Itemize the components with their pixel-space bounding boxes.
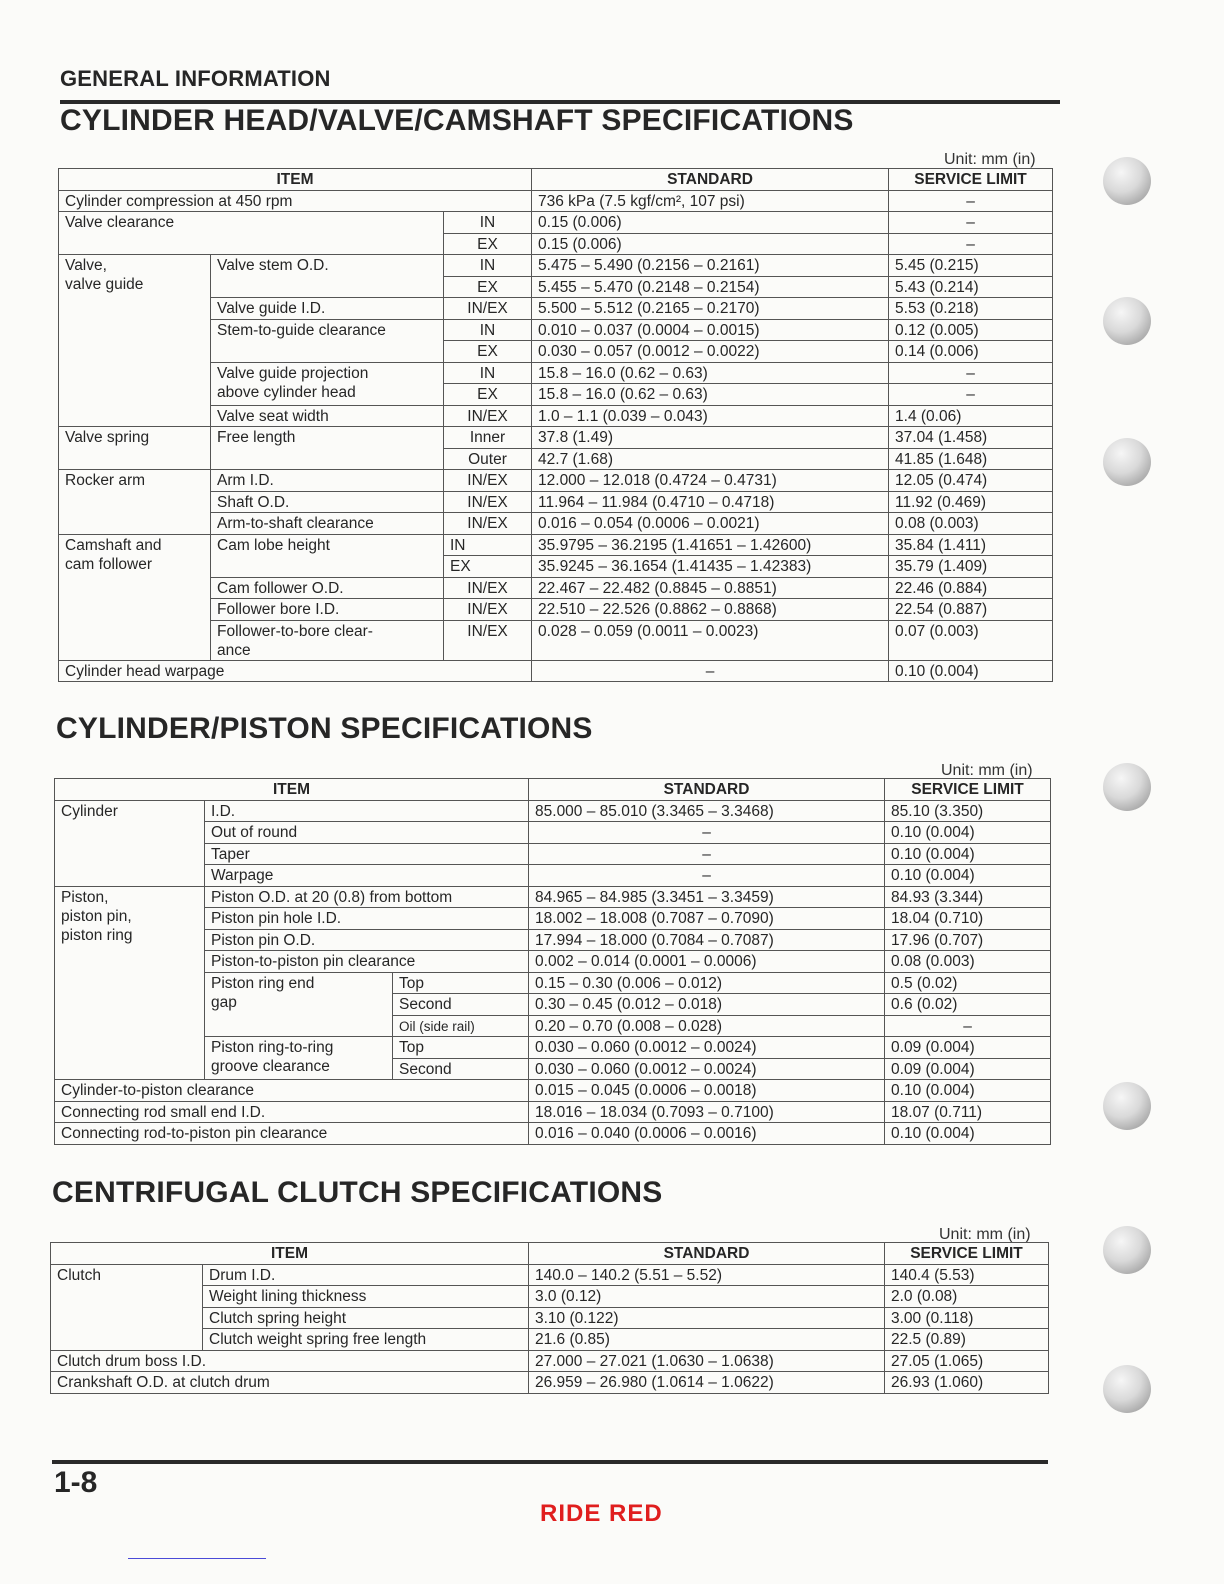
binder-hole-icon bbox=[1103, 438, 1151, 486]
table-row bbox=[55, 865, 1051, 887]
limit-value: 22.54 (0.887) bbox=[889, 599, 1053, 621]
side-label: IN bbox=[444, 534, 532, 556]
item-label: Follower-to-bore clear- ance bbox=[211, 620, 444, 660]
limit-value: 17.96 (0.707) bbox=[885, 929, 1051, 951]
item-label: Valve stem O.D. bbox=[211, 255, 444, 298]
side-label: IN/EX bbox=[444, 491, 532, 513]
side-label: IN/EX bbox=[444, 513, 532, 535]
group-label: Rocker arm bbox=[59, 470, 211, 535]
table-row bbox=[55, 951, 1051, 973]
standard-value: 26.959 – 26.980 (1.0614 – 1.0622) bbox=[529, 1372, 885, 1394]
standard-value: – bbox=[529, 822, 885, 844]
limit-value: – bbox=[889, 384, 1053, 406]
table-row bbox=[59, 190, 1053, 212]
table-row bbox=[51, 1350, 1049, 1372]
limit-value: – bbox=[889, 190, 1053, 212]
limit-value: 5.45 (0.215) bbox=[889, 255, 1053, 277]
limit-value: 0.08 (0.003) bbox=[885, 951, 1051, 973]
standard-value: 0.20 – 0.70 (0.008 – 0.028) bbox=[529, 1015, 885, 1037]
table-row bbox=[59, 427, 1053, 449]
side-label: IN/EX bbox=[444, 577, 532, 599]
limit-value: 3.00 (0.118) bbox=[885, 1307, 1049, 1329]
item-label: Piston-to-piston pin clearance bbox=[205, 951, 529, 973]
item-label: Connecting rod-to-piston pin clearance bbox=[55, 1123, 529, 1145]
table-row bbox=[51, 1243, 1049, 1265]
clutch-title: CENTRIFUGAL CLUTCH SPECIFICATIONS bbox=[52, 1176, 663, 1209]
limit-value: 2.0 (0.08) bbox=[885, 1286, 1049, 1308]
item-label: Drum I.D. bbox=[203, 1264, 529, 1286]
col-limit-header: SERVICE LIMIT bbox=[889, 169, 1053, 191]
standard-value: 27.000 – 27.021 (1.0630 – 1.0638) bbox=[529, 1350, 885, 1372]
standard-value: 22.510 – 22.526 (0.8862 – 0.8868) bbox=[532, 599, 889, 621]
limit-value: 18.07 (0.711) bbox=[885, 1101, 1051, 1123]
item-label: Out of round bbox=[205, 822, 529, 844]
limit-value: 35.84 (1.411) bbox=[889, 534, 1053, 556]
table-row bbox=[55, 929, 1051, 951]
table-row bbox=[55, 843, 1051, 865]
col-item-header: ITEM bbox=[59, 169, 532, 191]
head-spec-table bbox=[58, 168, 1053, 682]
side-label: IN bbox=[444, 362, 532, 384]
binder-hole-icon bbox=[1103, 1082, 1151, 1130]
standard-value: 3.0 (0.12) bbox=[529, 1286, 885, 1308]
limit-value: 0.09 (0.004) bbox=[885, 1058, 1051, 1080]
item-label: Cam follower O.D. bbox=[211, 577, 444, 599]
side-label: IN bbox=[444, 319, 532, 341]
standard-value: 5.455 – 5.470 (0.2148 – 0.2154) bbox=[532, 276, 889, 298]
table-row bbox=[55, 1123, 1051, 1145]
side-label: Oil (side rail) bbox=[393, 1015, 529, 1037]
standard-value: – bbox=[529, 865, 885, 887]
limit-value: – bbox=[885, 1015, 1051, 1037]
limit-value: 12.05 (0.474) bbox=[889, 470, 1053, 492]
item-label: Valve seat width bbox=[211, 405, 444, 427]
clutch-spec-table bbox=[50, 1242, 1049, 1394]
side-label: EX bbox=[444, 556, 532, 578]
item-label: Clutch spring height bbox=[203, 1307, 529, 1329]
limit-value: 0.6 (0.02) bbox=[885, 994, 1051, 1016]
standard-value: 0.016 – 0.040 (0.0006 – 0.0016) bbox=[529, 1123, 885, 1145]
standard-value: 12.000 – 12.018 (0.4724 – 0.4731) bbox=[532, 470, 889, 492]
item-label: Piston O.D. at 20 (0.8) from bottom bbox=[205, 886, 529, 908]
side-label: IN/EX bbox=[444, 298, 532, 320]
standard-value: 15.8 – 16.0 (0.62 – 0.63) bbox=[532, 362, 889, 384]
item-label: Piston pin O.D. bbox=[205, 929, 529, 951]
limit-value: 0.10 (0.004) bbox=[885, 822, 1051, 844]
standard-value: 0.15 – 0.30 (0.006 – 0.012) bbox=[529, 972, 885, 994]
item-label: Valve guide projection above cylinder head bbox=[211, 362, 444, 405]
standard-value: 17.994 – 18.000 (0.7084 – 0.7087) bbox=[529, 929, 885, 951]
standard-value: 0.002 – 0.014 (0.0001 – 0.0006) bbox=[529, 951, 885, 973]
item-label: Crankshaft O.D. at clutch drum bbox=[51, 1372, 529, 1394]
item-label: Clutch weight spring free length bbox=[203, 1329, 529, 1351]
binder-hole-icon bbox=[1103, 297, 1151, 345]
item-label: Piston pin hole I.D. bbox=[205, 908, 529, 930]
table-row bbox=[55, 886, 1051, 908]
standard-value: 85.000 – 85.010 (3.3465 – 3.3468) bbox=[529, 800, 885, 822]
table-row bbox=[59, 534, 1053, 556]
side-label: EX bbox=[444, 276, 532, 298]
limit-value: 11.92 (0.469) bbox=[889, 491, 1053, 513]
head-unit: Unit: mm (in) bbox=[944, 151, 1036, 168]
standard-value: 0.030 – 0.060 (0.0012 – 0.0024) bbox=[529, 1058, 885, 1080]
item-label: Valve guide I.D. bbox=[211, 298, 444, 320]
limit-value: 5.43 (0.214) bbox=[889, 276, 1053, 298]
limit-value: 26.93 (1.060) bbox=[885, 1372, 1049, 1394]
side-label: IN/EX bbox=[444, 405, 532, 427]
item-label: Cylinder compression at 450 rpm bbox=[59, 190, 532, 212]
table-row bbox=[59, 470, 1053, 492]
col-standard-header: STANDARD bbox=[532, 169, 889, 191]
limit-value: 0.10 (0.004) bbox=[885, 843, 1051, 865]
item-label: Shaft O.D. bbox=[211, 491, 444, 513]
group-label: Clutch bbox=[51, 1264, 203, 1350]
binder-hole-icon bbox=[1103, 157, 1151, 205]
item-label: Weight lining thickness bbox=[203, 1286, 529, 1308]
page-number: 1-8 bbox=[54, 1466, 98, 1499]
limit-value: 37.04 (1.458) bbox=[889, 427, 1053, 449]
standard-value: 35.9245 – 36.1654 (1.41435 – 1.42383) bbox=[532, 556, 889, 578]
item-label: Follower bore I.D. bbox=[211, 599, 444, 621]
table-row bbox=[59, 169, 1053, 191]
item-label: Free length bbox=[211, 427, 444, 470]
side-label: IN/EX bbox=[444, 470, 532, 492]
standard-value: – bbox=[529, 843, 885, 865]
limit-value: 0.10 (0.004) bbox=[889, 660, 1053, 682]
col-limit-header: SERVICE LIMIT bbox=[885, 1243, 1049, 1265]
side-label: Outer bbox=[444, 448, 532, 470]
group-label: Camshaft and cam follower bbox=[59, 534, 211, 660]
head-title: CYLINDER HEAD/VALVE/CAMSHAFT SPECIFICATIONS bbox=[60, 104, 854, 137]
table-row bbox=[59, 255, 1053, 277]
table-row bbox=[55, 822, 1051, 844]
limit-value: 140.4 (5.53) bbox=[885, 1264, 1049, 1286]
side-label: IN/EX bbox=[444, 620, 532, 660]
clutch-unit: Unit: mm (in) bbox=[939, 1226, 1031, 1243]
standard-value: 0.30 – 0.45 (0.012 – 0.018) bbox=[529, 994, 885, 1016]
standard-value: 0.028 – 0.059 (0.0011 – 0.0023) bbox=[532, 620, 889, 660]
standard-value: 0.016 – 0.054 (0.0006 – 0.0021) bbox=[532, 513, 889, 535]
side-label: Top bbox=[393, 1037, 529, 1059]
item-label: Taper bbox=[205, 843, 529, 865]
limit-value: 0.5 (0.02) bbox=[885, 972, 1051, 994]
bottom-link-line bbox=[128, 1558, 266, 1559]
standard-value: 736 kPa (7.5 kgf/cm², 107 psi) bbox=[532, 190, 889, 212]
piston-spec-table bbox=[54, 778, 1051, 1145]
item-label: Cam lobe height bbox=[211, 534, 444, 577]
limit-value: 0.12 (0.005) bbox=[889, 319, 1053, 341]
item-label: Clutch drum boss I.D. bbox=[51, 1350, 529, 1372]
standard-value: 21.6 (0.85) bbox=[529, 1329, 885, 1351]
standard-value: 3.10 (0.122) bbox=[529, 1307, 885, 1329]
item-label: Warpage bbox=[205, 865, 529, 887]
limit-value: 22.5 (0.89) bbox=[885, 1329, 1049, 1351]
side-label: Second bbox=[393, 1058, 529, 1080]
binder-hole-icon bbox=[1103, 1226, 1151, 1274]
item-label: Arm-to-shaft clearance bbox=[211, 513, 444, 535]
standard-value: – bbox=[532, 660, 889, 682]
standard-value: 5.500 – 5.512 (0.2165 – 0.2170) bbox=[532, 298, 889, 320]
limit-value: 41.85 (1.648) bbox=[889, 448, 1053, 470]
standard-value: 0.15 (0.006) bbox=[532, 233, 889, 255]
table-row bbox=[55, 1101, 1051, 1123]
item-label: Connecting rod small end I.D. bbox=[55, 1101, 529, 1123]
standard-value: 0.030 – 0.057 (0.0012 – 0.0022) bbox=[532, 341, 889, 363]
item-label: Cylinder-to-piston clearance bbox=[55, 1080, 529, 1102]
side-label: EX bbox=[444, 341, 532, 363]
item-label: Stem-to-guide clearance bbox=[211, 319, 444, 362]
standard-value: 42.7 (1.68) bbox=[532, 448, 889, 470]
limit-value: 0.10 (0.004) bbox=[885, 865, 1051, 887]
side-label: IN bbox=[444, 212, 532, 234]
limit-value: 27.05 (1.065) bbox=[885, 1350, 1049, 1372]
brand-logo: RIDE RED bbox=[540, 1500, 663, 1527]
item-label: Cylinder head warpage bbox=[59, 660, 532, 682]
table-row bbox=[55, 800, 1051, 822]
item-label: Piston ring end gap bbox=[205, 972, 393, 1037]
table-row bbox=[51, 1372, 1049, 1394]
standard-value: 18.002 – 18.008 (0.7087 – 0.7090) bbox=[529, 908, 885, 930]
table-row bbox=[51, 1264, 1049, 1286]
side-label: IN bbox=[444, 255, 532, 277]
piston-title: CYLINDER/PISTON SPECIFICATIONS bbox=[56, 712, 593, 745]
limit-value: 0.08 (0.003) bbox=[889, 513, 1053, 535]
limit-value: – bbox=[889, 233, 1053, 255]
standard-value: 140.0 – 140.2 (5.51 – 5.52) bbox=[529, 1264, 885, 1286]
standard-value: 11.964 – 11.984 (0.4710 – 0.4718) bbox=[532, 491, 889, 513]
limit-value: 35.79 (1.409) bbox=[889, 556, 1053, 578]
col-item-header: ITEM bbox=[51, 1243, 529, 1265]
footer-rule bbox=[52, 1460, 1048, 1464]
table-row bbox=[55, 972, 1051, 994]
limit-value: 0.14 (0.006) bbox=[889, 341, 1053, 363]
limit-value: 0.07 (0.003) bbox=[889, 620, 1053, 660]
group-label: Piston, piston pin, piston ring bbox=[55, 886, 205, 1080]
item-label: I.D. bbox=[205, 800, 529, 822]
standard-value: 84.965 – 84.985 (3.3451 – 3.3459) bbox=[529, 886, 885, 908]
side-label: EX bbox=[444, 233, 532, 255]
standard-value: 5.475 – 5.490 (0.2156 – 0.2161) bbox=[532, 255, 889, 277]
side-label: Top bbox=[393, 972, 529, 994]
standard-value: 0.015 – 0.045 (0.0006 – 0.0018) bbox=[529, 1080, 885, 1102]
side-label: IN/EX bbox=[444, 599, 532, 621]
standard-value: 0.15 (0.006) bbox=[532, 212, 889, 234]
col-standard-header: STANDARD bbox=[529, 1243, 885, 1265]
col-item-header: ITEM bbox=[55, 779, 529, 801]
side-label: EX bbox=[444, 384, 532, 406]
limit-value: 5.53 (0.218) bbox=[889, 298, 1053, 320]
table-row bbox=[59, 660, 1053, 682]
table-row bbox=[55, 1080, 1051, 1102]
limit-value: 0.10 (0.004) bbox=[885, 1080, 1051, 1102]
group-label: Valve spring bbox=[59, 427, 211, 470]
limit-value: 84.93 (3.344) bbox=[885, 886, 1051, 908]
standard-value: 18.016 – 18.034 (0.7093 – 0.7100) bbox=[529, 1101, 885, 1123]
limit-value: – bbox=[889, 212, 1053, 234]
side-label: Inner bbox=[444, 427, 532, 449]
item-label: Piston ring-to-ring groove clearance bbox=[205, 1037, 393, 1080]
piston-unit: Unit: mm (in) bbox=[941, 762, 1033, 779]
standard-value: 37.8 (1.49) bbox=[532, 427, 889, 449]
group-label: Cylinder bbox=[55, 800, 205, 886]
col-standard-header: STANDARD bbox=[529, 779, 885, 801]
standard-value: 22.467 – 22.482 (0.8845 – 0.8851) bbox=[532, 577, 889, 599]
standard-value: 0.010 – 0.037 (0.0004 – 0.0015) bbox=[532, 319, 889, 341]
table-row bbox=[55, 1037, 1051, 1059]
group-label: Valve, valve guide bbox=[59, 255, 211, 427]
limit-value: 1.4 (0.06) bbox=[889, 405, 1053, 427]
limit-value: 18.04 (0.710) bbox=[885, 908, 1051, 930]
limit-value: – bbox=[889, 362, 1053, 384]
table-row bbox=[59, 212, 1053, 234]
limit-value: 85.10 (3.350) bbox=[885, 800, 1051, 822]
table-row bbox=[55, 779, 1051, 801]
binder-hole-icon bbox=[1103, 763, 1151, 811]
col-limit-header: SERVICE LIMIT bbox=[885, 779, 1051, 801]
limit-value: 0.09 (0.004) bbox=[885, 1037, 1051, 1059]
binder-hole-icon bbox=[1103, 1365, 1151, 1413]
limit-value: 22.46 (0.884) bbox=[889, 577, 1053, 599]
limit-value: 0.10 (0.004) bbox=[885, 1123, 1051, 1145]
table-row bbox=[55, 908, 1051, 930]
standard-value: 15.8 – 16.0 (0.62 – 0.63) bbox=[532, 384, 889, 406]
standard-value: 0.030 – 0.060 (0.0012 – 0.0024) bbox=[529, 1037, 885, 1059]
side-label: Second bbox=[393, 994, 529, 1016]
standard-value: 1.0 – 1.1 (0.039 – 0.043) bbox=[532, 405, 889, 427]
item-label: Valve clearance bbox=[59, 212, 444, 255]
item-label: Arm I.D. bbox=[211, 470, 444, 492]
standard-value: 35.9795 – 36.2195 (1.41651 – 1.42600) bbox=[532, 534, 889, 556]
section-header: GENERAL INFORMATION bbox=[60, 66, 331, 91]
